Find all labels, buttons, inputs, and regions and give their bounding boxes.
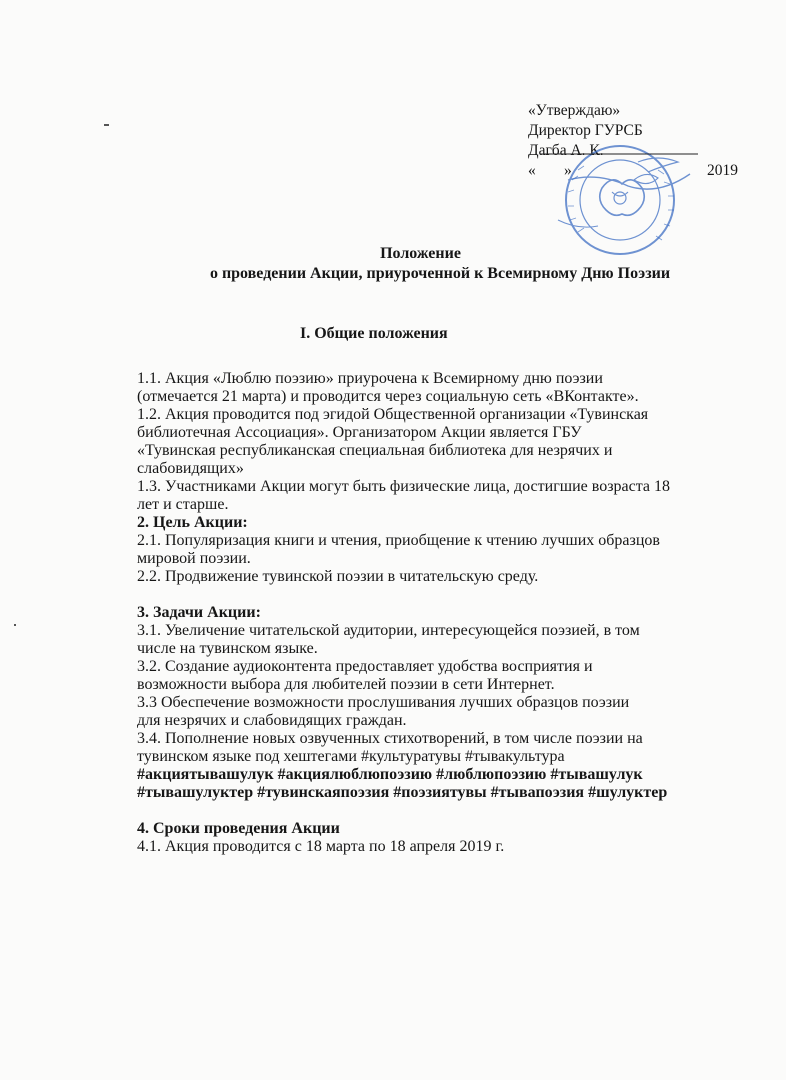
body-line: 3.2. Создание аудиоконтента предоставляет удобства восприятия и bbox=[137, 658, 593, 675]
body-line: 3.1. Увеличение читательской аудитории, интересующейся поэзией, в том bbox=[137, 622, 640, 639]
hashtag-line: #тывашулуктер #тувинскаяпоэзия #поэзиятувы #тывапоэзия #шулуктер bbox=[137, 784, 668, 801]
scan-speck bbox=[104, 124, 109, 126]
director-name: Дагба А. К. bbox=[528, 142, 604, 159]
body-line: возможности выбора для любителей поэзии в сети Интернет. bbox=[137, 676, 555, 693]
body-line: (отмечается 21 марта) и проводится через социальную сеть «ВКонтакте». bbox=[137, 388, 639, 405]
date-open-quote: « bbox=[528, 162, 536, 179]
scan-speck bbox=[14, 624, 16, 626]
body-line: числе на тувинском языке. bbox=[137, 640, 318, 657]
document-subtitle: о проведении Акции, приуроченной к Всемирному Дню Поэзии bbox=[209, 265, 671, 282]
date-close-quote: » bbox=[564, 162, 572, 179]
approval-label: «Утверждаю» bbox=[528, 102, 621, 119]
body-line: тувинском языке под хештегами #культуратувы #тывакультура bbox=[137, 748, 565, 765]
body-line: «Тувинская республиканская специальная библиотека для незрячих и bbox=[137, 442, 613, 459]
section-heading-tasks: 3. Задачи Акции: bbox=[137, 604, 261, 621]
body-line: 2.2. Продвижение тувинской поэзии в читательскую среду. bbox=[137, 568, 539, 585]
date-year: 2019 bbox=[707, 162, 738, 179]
body-line: 4.1. Акция проводится с 18 марта по 18 апреля 2019 г. bbox=[137, 838, 505, 855]
body-line: мировой поэзии. bbox=[137, 550, 251, 567]
body-line: 2.1. Популяризация книги и чтения, приобщение к чтению лучших образцов bbox=[137, 532, 660, 549]
body-line: библиотечная Ассоциация». Организатором Акции является ГБУ bbox=[137, 424, 582, 441]
hashtag-line: #акциятывашулук #акциялюблюпоэзию #люблюпоэзию #тывашулук bbox=[137, 766, 643, 783]
body-line: 3.3 Обеспечение возможности прослушивания лучших образцов поэзии bbox=[137, 694, 630, 711]
body-line: 3.4. Пополнение новых озвученных стихотворений, в том числе поэзии на bbox=[137, 730, 643, 747]
section-heading-general: I. Общие положения bbox=[300, 325, 448, 342]
body-line: лет и старше. bbox=[137, 496, 229, 513]
document-body bbox=[137, 370, 747, 856]
official-seal-stamp bbox=[538, 140, 698, 258]
director-title: Директор ГУРСБ bbox=[528, 122, 643, 139]
body-line: 1.3. Участниками Акции могут быть физические лица, достигшие возраста 18 bbox=[137, 478, 670, 495]
body-line: для незрячих и слабовидящих граждан. bbox=[137, 712, 407, 729]
section-heading-goal: 2. Цель Акции: bbox=[137, 514, 248, 531]
document-title: Положение bbox=[380, 245, 461, 262]
body-line: 1.2. Акция проводится под эгидой Общественной организации «Тувинская bbox=[137, 406, 649, 423]
body-line: слабовидящих» bbox=[137, 460, 244, 477]
body-line: 1.1. Акция «Люблю поэзию» приурочена к Всемирному дню поэзии bbox=[137, 370, 603, 387]
section-heading-dates: 4. Сроки проведения Акции bbox=[137, 820, 340, 837]
